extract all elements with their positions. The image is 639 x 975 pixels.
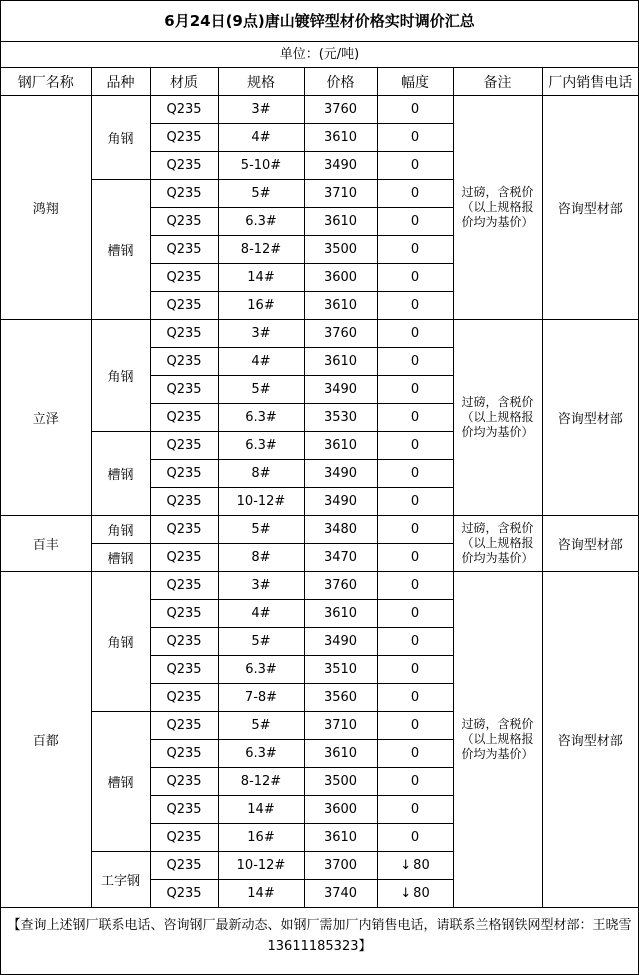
spec-cell: 14# <box>218 796 304 824</box>
price-cell: 3610 <box>304 124 377 152</box>
change-value: 0 <box>410 102 420 117</box>
product-type-cell: 工字钢 <box>91 852 150 908</box>
change-value: 0 <box>410 158 420 173</box>
change-value: 0 <box>410 494 420 509</box>
spec-cell: 8# <box>218 544 304 572</box>
sales-phone-cell: 咨询型材部 <box>542 320 638 516</box>
material-cell: Q235 <box>150 600 218 628</box>
header-cell: 品种 <box>91 68 150 96</box>
unit-label: 单位：(元/吨) <box>1 42 638 68</box>
material-cell: Q235 <box>150 880 218 908</box>
price-cell: 3740 <box>304 880 377 908</box>
material-cell: Q235 <box>150 404 218 432</box>
change-cell <box>377 824 453 852</box>
spec-cell: 16# <box>218 292 304 320</box>
spec-cell: 4# <box>218 124 304 152</box>
change-cell <box>377 628 453 656</box>
sales-phone-cell: 咨询型材部 <box>542 96 638 320</box>
price-cell: 3490 <box>304 376 377 404</box>
table-row <box>1 320 638 348</box>
material-cell: Q235 <box>150 180 218 208</box>
change-cell <box>377 712 453 740</box>
spec-cell: 3# <box>218 96 304 124</box>
header-cell: 钢厂名称 <box>1 68 91 96</box>
change-value: 0 <box>410 410 420 425</box>
price-cell: 3610 <box>304 600 377 628</box>
material-cell: Q235 <box>150 712 218 740</box>
price-cell: 3600 <box>304 796 377 824</box>
price-cell: 3610 <box>304 824 377 852</box>
material-cell: Q235 <box>150 348 218 376</box>
price-cell: 3610 <box>304 432 377 460</box>
change-value: 0 <box>410 186 420 201</box>
material-cell: Q235 <box>150 572 218 600</box>
spec-cell: 8# <box>218 460 304 488</box>
product-type-cell: 槽钢 <box>91 544 150 572</box>
spec-cell: 7-8# <box>218 684 304 712</box>
material-cell: Q235 <box>150 768 218 796</box>
factory-name-cell: 鸿翔 <box>1 96 91 320</box>
spec-cell: 5# <box>218 376 304 404</box>
change-value: 0 <box>410 662 420 677</box>
change-value: 0 <box>410 130 420 145</box>
price-cell: 3470 <box>304 544 377 572</box>
material-cell: Q235 <box>150 152 218 180</box>
material-cell: Q235 <box>150 376 218 404</box>
spec-cell: 6.3# <box>218 740 304 768</box>
product-type-cell: 槽钢 <box>91 432 150 516</box>
factory-name-cell: 百丰 <box>1 516 91 572</box>
change-cell <box>377 124 453 152</box>
spec-cell: 6.3# <box>218 656 304 684</box>
change-value: 0 <box>410 802 420 817</box>
factory-name-cell: 百都 <box>1 572 91 908</box>
spec-cell: 5# <box>218 516 304 544</box>
change-value: 0 <box>410 242 420 257</box>
change-value: 80 <box>413 858 430 873</box>
change-cell <box>377 684 453 712</box>
material-cell: Q235 <box>150 656 218 684</box>
price-cell: 3490 <box>304 488 377 516</box>
change-cell <box>377 292 453 320</box>
header-cell: 价格 <box>304 68 377 96</box>
change-value: 0 <box>410 774 420 789</box>
spec-cell: 5# <box>218 712 304 740</box>
spec-cell: 6.3# <box>218 208 304 236</box>
product-type-cell: 角钢 <box>91 516 150 544</box>
down-arrow-icon: ↓ <box>400 886 412 901</box>
spec-cell: 10-12# <box>218 488 304 516</box>
change-cell <box>377 880 453 908</box>
material-cell: Q235 <box>150 264 218 292</box>
header-cell: 材质 <box>150 68 218 96</box>
spec-cell: 10-12# <box>218 852 304 880</box>
change-value: 0 <box>410 354 420 369</box>
price-cell: 3560 <box>304 684 377 712</box>
change-cell <box>377 432 453 460</box>
contact-footer: 【查询上述钢厂联系电话、咨询钢厂最新动态、如钢厂需加厂内销售电话，请联系兰格钢铁网型材部：王晓雪13611185323】 <box>7 918 632 954</box>
material-cell: Q235 <box>150 852 218 880</box>
price-cell: 3500 <box>304 236 377 264</box>
material-cell: Q235 <box>150 516 218 544</box>
change-cell <box>377 488 453 516</box>
table-header-row <box>1 68 638 96</box>
material-cell: Q235 <box>150 824 218 852</box>
change-cell <box>377 264 453 292</box>
spec-cell: 6.3# <box>218 432 304 460</box>
material-cell: Q235 <box>150 208 218 236</box>
change-cell <box>377 236 453 264</box>
sales-phone-cell: 咨询型材部 <box>542 572 638 908</box>
price-cell: 3490 <box>304 460 377 488</box>
table-row <box>1 516 638 544</box>
change-value: 0 <box>410 298 420 313</box>
spec-cell: 3# <box>218 320 304 348</box>
change-value: 0 <box>410 718 420 733</box>
price-cell: 3700 <box>304 852 377 880</box>
material-cell: Q235 <box>150 124 218 152</box>
material-cell: Q235 <box>150 320 218 348</box>
spec-cell: 6.3# <box>218 404 304 432</box>
spec-cell: 14# <box>218 264 304 292</box>
change-value: 0 <box>410 578 420 593</box>
change-cell <box>377 516 453 544</box>
product-type-cell: 角钢 <box>91 572 150 712</box>
change-cell <box>377 460 453 488</box>
spec-cell: 5# <box>218 180 304 208</box>
change-value: 0 <box>410 550 420 565</box>
spec-cell: 8-12# <box>218 768 304 796</box>
change-cell <box>377 180 453 208</box>
sales-phone-cell: 咨询型材部 <box>542 516 638 572</box>
spec-cell: 16# <box>218 824 304 852</box>
price-cell: 3490 <box>304 152 377 180</box>
change-value: 0 <box>410 522 420 537</box>
change-cell <box>377 544 453 572</box>
change-cell <box>377 208 453 236</box>
price-cell: 3480 <box>304 516 377 544</box>
price-cell: 3710 <box>304 180 377 208</box>
change-cell <box>377 852 453 880</box>
spec-cell: 3# <box>218 572 304 600</box>
page-title: 6月24日(9点)唐山镀锌型材价格实时调价汇总 <box>1 1 638 42</box>
material-cell: Q235 <box>150 628 218 656</box>
change-cell <box>377 348 453 376</box>
change-value: 0 <box>410 606 420 621</box>
spec-cell: 5# <box>218 628 304 656</box>
change-value: 80 <box>413 886 430 901</box>
price-cell: 3610 <box>304 348 377 376</box>
header-cell: 幅度 <box>377 68 453 96</box>
price-cell: 3760 <box>304 572 377 600</box>
factory-name-cell: 立泽 <box>1 320 91 516</box>
price-cell: 3760 <box>304 96 377 124</box>
material-cell: Q235 <box>150 796 218 824</box>
price-cell: 3610 <box>304 740 377 768</box>
change-cell <box>377 320 453 348</box>
material-cell: Q235 <box>150 740 218 768</box>
change-value: 0 <box>410 438 420 453</box>
change-cell <box>377 376 453 404</box>
header-cell: 备注 <box>453 68 542 96</box>
price-cell: 3610 <box>304 292 377 320</box>
material-cell: Q235 <box>150 236 218 264</box>
note-cell: 过磅，含税价（以上规格报价均为基价） <box>453 516 542 572</box>
change-value: 0 <box>410 466 420 481</box>
material-cell: Q235 <box>150 96 218 124</box>
price-cell: 3490 <box>304 628 377 656</box>
spec-cell: 4# <box>218 600 304 628</box>
header-cell: 厂内销售电话 <box>542 68 638 96</box>
material-cell: Q235 <box>150 684 218 712</box>
product-type-cell: 槽钢 <box>91 180 150 320</box>
change-cell <box>377 740 453 768</box>
price-cell: 3500 <box>304 768 377 796</box>
material-cell: Q235 <box>150 432 218 460</box>
price-cell: 3510 <box>304 656 377 684</box>
price-table <box>1 68 638 908</box>
change-cell <box>377 768 453 796</box>
price-cell: 3710 <box>304 712 377 740</box>
change-cell <box>377 600 453 628</box>
material-cell: Q235 <box>150 292 218 320</box>
product-type-cell: 槽钢 <box>91 712 150 852</box>
note-cell: 过磅，含税价（以上规格报价均为基价） <box>453 320 542 516</box>
material-cell: Q235 <box>150 544 218 572</box>
change-cell <box>377 796 453 824</box>
change-value: 0 <box>410 326 420 341</box>
change-value: 0 <box>410 382 420 397</box>
note-cell: 过磅，含税价（以上规格报价均为基价） <box>453 96 542 320</box>
table-row <box>1 572 638 600</box>
change-cell <box>377 96 453 124</box>
price-cell: 3760 <box>304 320 377 348</box>
change-value: 0 <box>410 690 420 705</box>
change-value: 0 <box>410 634 420 649</box>
spec-cell: 8-12# <box>218 236 304 264</box>
material-cell: Q235 <box>150 460 218 488</box>
change-value: 0 <box>410 746 420 761</box>
material-cell: Q235 <box>150 488 218 516</box>
price-cell: 3530 <box>304 404 377 432</box>
change-cell <box>377 656 453 684</box>
product-type-cell: 角钢 <box>91 320 150 432</box>
spec-cell: 4# <box>218 348 304 376</box>
header-cell: 规格 <box>218 68 304 96</box>
price-cell: 3610 <box>304 208 377 236</box>
change-cell <box>377 572 453 600</box>
change-value: 0 <box>410 830 420 845</box>
spec-cell: 14# <box>218 880 304 908</box>
down-arrow-icon: ↓ <box>400 858 412 873</box>
table-row <box>1 96 638 124</box>
price-cell: 3600 <box>304 264 377 292</box>
change-cell <box>377 152 453 180</box>
product-type-cell: 角钢 <box>91 96 150 180</box>
change-value: 0 <box>410 214 420 229</box>
change-cell <box>377 404 453 432</box>
change-value: 0 <box>410 270 420 285</box>
spec-cell: 5-10# <box>218 152 304 180</box>
note-cell: 过磅，含税价（以上规格报价均为基价） <box>453 572 542 908</box>
